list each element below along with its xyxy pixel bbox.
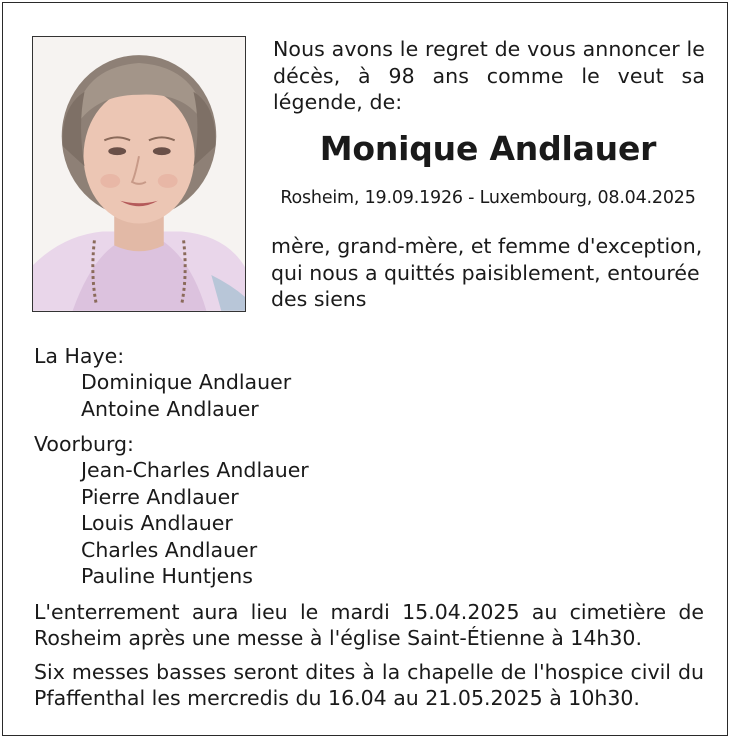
family-member: Charles Andlauer: [81, 537, 258, 562]
family-member: Pierre Andlauer: [81, 484, 239, 509]
portrait-photo: [32, 36, 246, 312]
deceased-name: Monique Andlauer: [319, 129, 657, 168]
family-members-list: [81, 369, 291, 422]
description-text: mère, grand-mère, et femme d'exception, qui nous a quittés paisiblement, entourée des siens: [271, 234, 703, 311]
funeral-paragraph: L'enterrement aura lieu le mardi 15.04.2025 au cimetière de Rosheim après une messe à l'église Saint-Étienne à 14h30.: [34, 600, 704, 650]
family-member: Antoine Andlauer: [81, 396, 259, 421]
portrait-illustration: [33, 37, 245, 311]
masses-paragraph: Six messes basses seront dites à la chapelle de l'hospice civil du Pfaffenthal les mercredis du 16.04 au 21.05.2025 à 10h30.: [34, 660, 704, 710]
family-place-label: Voorburg:: [34, 432, 134, 456]
obituary-notice: [2, 2, 728, 736]
family-member: Pauline Huntjens: [81, 564, 253, 588]
birth-death-dates: Rosheim, 19.09.1926 - Luxembourg, 08.04.2025: [280, 188, 696, 208]
intro-text: Nous avons le regret de vous annoncer le décès, à 98 ans comme le veut sa légende, de:: [273, 37, 705, 114]
family-place-label: La Haye:: [34, 344, 125, 368]
family-member: Dominique Andlauer: [81, 370, 292, 394]
family-member: Louis Andlauer: [81, 511, 233, 535]
family-member: Jean-Charles Andlauer: [81, 458, 309, 482]
family-members-list: [81, 457, 309, 590]
